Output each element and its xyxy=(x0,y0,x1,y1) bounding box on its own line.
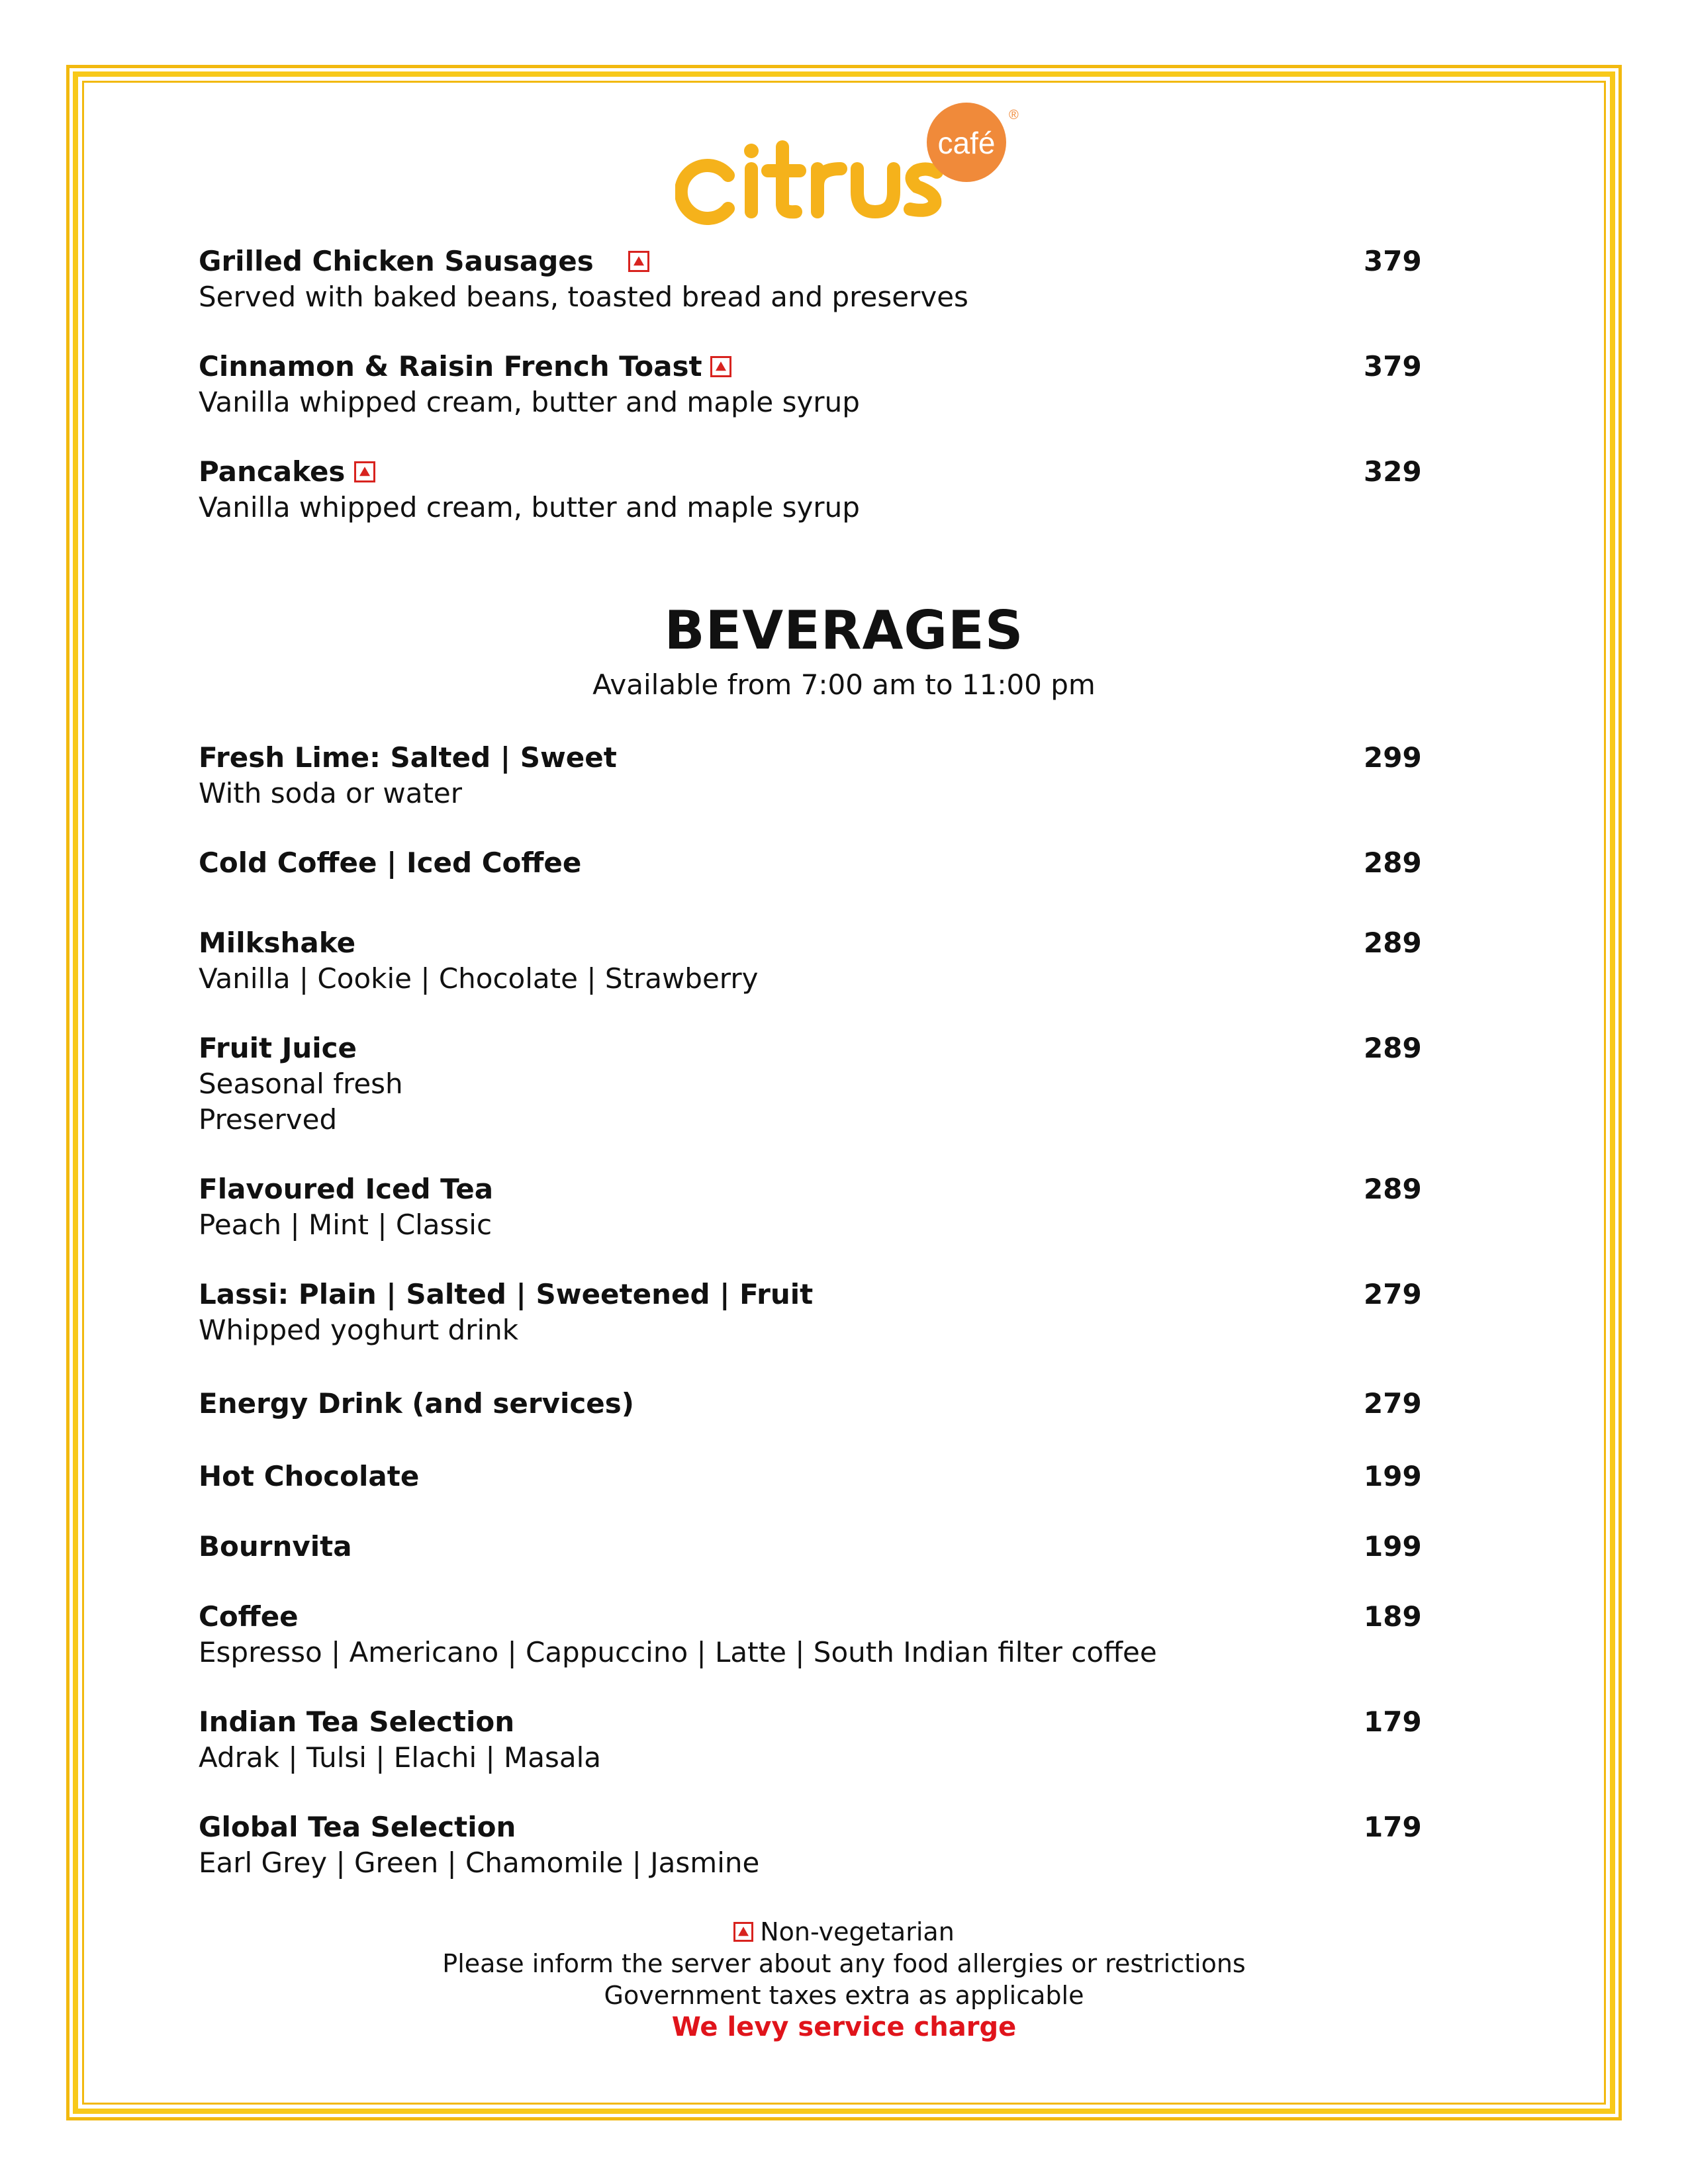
item-description: Vanilla whipped cream, butter and maple syrup xyxy=(199,491,860,523)
item-description: Vanilla whipped cream, butter and maple syrup xyxy=(199,386,860,418)
menu-footer xyxy=(0,1916,1688,2043)
item-price: 289 xyxy=(1364,846,1422,879)
menu-item xyxy=(199,925,1443,997)
menu-item xyxy=(199,349,1443,420)
allergy-note: Please inform the server about any food allergies or restrictions xyxy=(442,1949,1246,1978)
item-price: 199 xyxy=(1364,1530,1422,1563)
section-title: BEVERAGES xyxy=(664,600,1024,661)
tax-note: Government taxes extra as applicable xyxy=(604,1981,1084,2010)
item-price: 379 xyxy=(1364,245,1422,277)
item-name: Grilled Chicken Sausages xyxy=(199,245,594,277)
item-description: Earl Grey | Green | Chamomile | Jasmine xyxy=(199,1846,760,1879)
item-name: Milkshake xyxy=(199,927,356,959)
item-price: 329 xyxy=(1364,455,1422,488)
menu-item xyxy=(199,1277,1443,1348)
menu-item xyxy=(199,740,1443,811)
menu-item xyxy=(199,1809,1443,1881)
item-name: Fresh Lime: Salted | Sweet xyxy=(199,741,617,774)
menu-item xyxy=(199,1529,1443,1565)
legend-label: Non-vegetarian xyxy=(760,1917,955,1946)
non-veg-icon xyxy=(733,1922,753,1942)
menu-item xyxy=(199,1599,1443,1670)
item-name: Pancakes xyxy=(199,455,346,488)
item-price: 299 xyxy=(1364,741,1422,774)
legend xyxy=(0,1916,1688,1948)
item-name: Fruit Juice xyxy=(199,1032,357,1064)
item-name: Hot Chocolate xyxy=(199,1460,420,1492)
item-price: 199 xyxy=(1364,1460,1422,1492)
citrus-cafe-logo xyxy=(675,93,1019,225)
menu-item xyxy=(199,244,1443,315)
item-price: 279 xyxy=(1364,1387,1422,1420)
menu-item xyxy=(199,1386,1443,1422)
item-price: 289 xyxy=(1364,1032,1422,1064)
menu-item xyxy=(199,1704,1443,1776)
item-name: Indian Tea Selection xyxy=(199,1706,515,1738)
item-description: Preserved xyxy=(199,1103,338,1136)
item-description: Peach | Mint | Classic xyxy=(199,1208,492,1241)
item-name: Global Tea Selection xyxy=(199,1811,516,1843)
item-name: Bournvita xyxy=(199,1530,352,1563)
menu-item xyxy=(199,845,1443,881)
item-description: Whipped yoghurt drink xyxy=(199,1314,519,1346)
non-veg-icon xyxy=(710,356,731,377)
service-charge-note: We levy service charge xyxy=(671,2012,1017,2042)
item-description: Served with baked beans, toasted bread and preserves xyxy=(199,281,968,313)
menu-item xyxy=(199,1171,1443,1243)
item-price: 289 xyxy=(1364,927,1422,959)
registered-mark: ® xyxy=(1009,108,1019,122)
item-price: 179 xyxy=(1364,1811,1422,1843)
item-description: Adrak | Tulsi | Elachi | Masala xyxy=(199,1741,601,1774)
menu-item xyxy=(199,1030,1443,1138)
item-description: Seasonal fresh xyxy=(199,1068,403,1100)
item-price: 189 xyxy=(1364,1600,1422,1633)
non-veg-icon xyxy=(354,461,375,482)
item-name: Energy Drink (and services) xyxy=(199,1387,634,1420)
item-description: With soda or water xyxy=(199,777,463,809)
item-description: Vanilla | Cookie | Chocolate | Strawberry xyxy=(199,962,759,995)
item-name: Cinnamon & Raisin French Toast xyxy=(199,350,702,383)
item-name: Lassi: Plain | Salted | Sweetened | Fruit xyxy=(199,1278,814,1310)
menu-item xyxy=(199,454,1443,525)
item-description: Espresso | Americano | Cappuccino | Latte | South Indian filter coffee xyxy=(199,1636,1157,1668)
item-name: Coffee xyxy=(199,1600,299,1633)
item-price: 289 xyxy=(1364,1173,1422,1205)
item-price: 279 xyxy=(1364,1278,1422,1310)
section-subtitle: Available from 7:00 am to 11:00 pm xyxy=(592,668,1096,701)
logo-cafe-text: café xyxy=(937,126,996,160)
item-price: 379 xyxy=(1364,350,1422,383)
item-name: Flavoured Iced Tea xyxy=(199,1173,494,1205)
item-price: 179 xyxy=(1364,1706,1422,1738)
item-name: Cold Coffee | Iced Coffee xyxy=(199,846,582,879)
menu-item xyxy=(199,1459,1443,1494)
non-veg-icon xyxy=(628,251,649,272)
